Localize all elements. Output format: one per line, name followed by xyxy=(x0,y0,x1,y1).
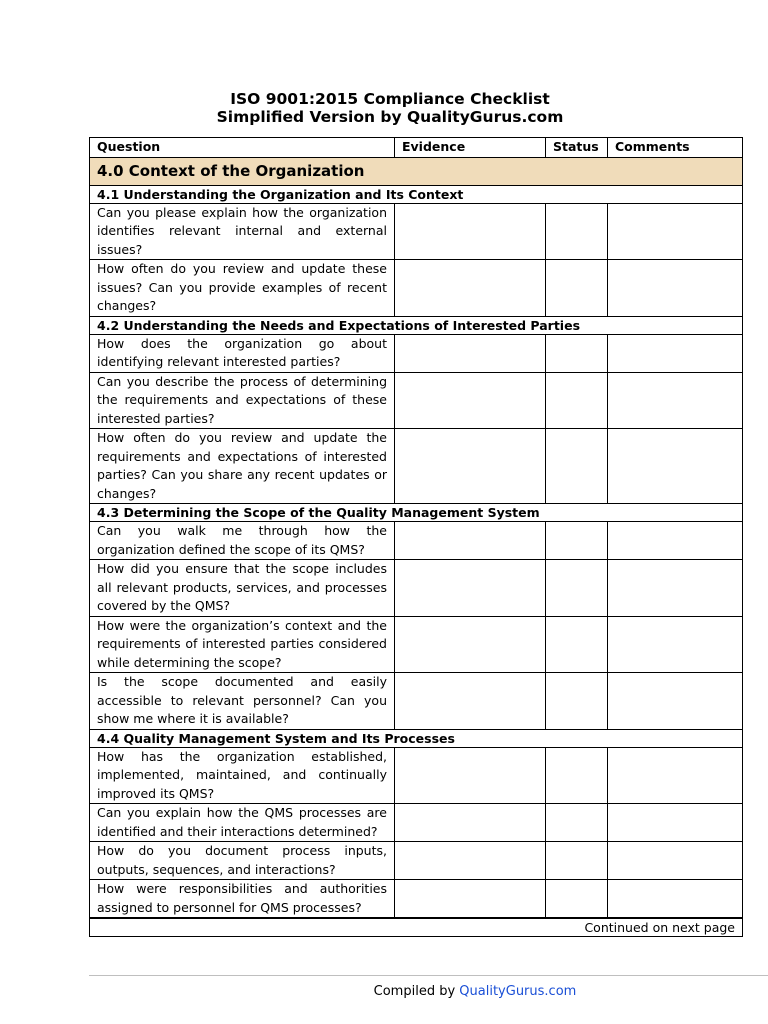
question-row xyxy=(90,842,743,880)
comments-cell[interactable] xyxy=(608,747,743,804)
status-cell[interactable] xyxy=(546,804,608,842)
comments-cell[interactable] xyxy=(608,203,743,260)
subsection-title: 4.3 Determining the Scope of the Quality Management System xyxy=(90,504,743,522)
question-cell: How did you ensure that the scope includes all relevant products, services, and processes covered by the QMS? xyxy=(90,560,395,617)
footer-prefix: Compiled by xyxy=(373,984,460,999)
question-cell: How has the organization established, implemented, maintained, and continually improved its QMS? xyxy=(90,747,395,804)
question-cell: How does the organization go about identifying relevant interested parties? xyxy=(90,334,395,372)
evidence-cell[interactable] xyxy=(395,673,546,730)
status-cell[interactable] xyxy=(546,334,608,372)
status-cell[interactable] xyxy=(546,616,608,673)
checklist-table xyxy=(89,137,743,937)
question-row xyxy=(90,673,743,730)
question-row xyxy=(90,804,743,842)
question-row xyxy=(90,203,743,260)
question-row xyxy=(90,522,743,560)
comments-cell[interactable] xyxy=(608,560,743,617)
comments-cell[interactable] xyxy=(608,880,743,919)
evidence-cell[interactable] xyxy=(395,522,546,560)
status-cell[interactable] xyxy=(546,372,608,429)
subsection-title: 4.2 Understanding the Needs and Expectations of Interested Parties xyxy=(90,316,743,334)
footer xyxy=(0,984,768,999)
comments-cell[interactable] xyxy=(608,260,743,317)
header-comments: Comments xyxy=(608,138,743,158)
evidence-cell[interactable] xyxy=(395,260,546,317)
evidence-cell[interactable] xyxy=(395,747,546,804)
subsection-row xyxy=(90,729,743,747)
comments-cell[interactable] xyxy=(608,522,743,560)
table-header-row xyxy=(90,138,743,158)
question-row xyxy=(90,880,743,919)
status-cell[interactable] xyxy=(546,747,608,804)
evidence-cell[interactable] xyxy=(395,616,546,673)
evidence-cell[interactable] xyxy=(395,842,546,880)
status-cell[interactable] xyxy=(546,260,608,317)
status-cell[interactable] xyxy=(546,560,608,617)
question-row xyxy=(90,747,743,804)
comments-cell[interactable] xyxy=(608,334,743,372)
question-cell: Can you describe the process of determining the requirements and expectations of these interested parties? xyxy=(90,372,395,429)
question-row xyxy=(90,429,743,504)
continued-text: Continued on next page xyxy=(90,918,743,937)
evidence-cell[interactable] xyxy=(395,372,546,429)
evidence-cell[interactable] xyxy=(395,880,546,919)
question-row xyxy=(90,260,743,317)
comments-cell[interactable] xyxy=(608,372,743,429)
question-row xyxy=(90,334,743,372)
subsection-row xyxy=(90,185,743,203)
question-row xyxy=(90,372,743,429)
section-row xyxy=(90,157,743,185)
section-title: 4.0 Context of the Organization xyxy=(90,157,743,185)
comments-cell[interactable] xyxy=(608,804,743,842)
status-cell[interactable] xyxy=(546,880,608,919)
question-cell: Can you explain how the QMS processes are identified and their interactions determined? xyxy=(90,804,395,842)
evidence-cell[interactable] xyxy=(395,560,546,617)
question-cell: How were the organization’s context and the requirements of interested parties considered while determining the scope? xyxy=(90,616,395,673)
evidence-cell[interactable] xyxy=(395,334,546,372)
comments-cell[interactable] xyxy=(608,616,743,673)
subsection-title: 4.4 Quality Management System and Its Processes xyxy=(90,729,743,747)
footer-divider xyxy=(89,975,768,976)
status-cell[interactable] xyxy=(546,429,608,504)
question-cell: How were responsibilities and authorities assigned to personnel for QMS processes? xyxy=(90,880,395,919)
question-cell: Is the scope documented and easily accessible to relevant personnel? Can you show me where it is available? xyxy=(90,673,395,730)
document-subtitle: Simplified Version by QualityGurus.com xyxy=(216,108,564,126)
status-cell[interactable] xyxy=(546,673,608,730)
footer-link[interactable]: QualityGurus.com xyxy=(459,984,577,999)
status-cell[interactable] xyxy=(546,842,608,880)
question-row xyxy=(90,616,743,673)
continued-row xyxy=(90,918,743,937)
question-cell: How do you document process inputs, outputs, sequences, and interactions? xyxy=(90,842,395,880)
evidence-cell[interactable] xyxy=(395,203,546,260)
question-row xyxy=(90,560,743,617)
subsection-row xyxy=(90,316,743,334)
document-title: ISO 9001:2015 Compliance Checklist xyxy=(230,90,550,108)
question-cell: Can you walk me through how the organization defined the scope of its QMS? xyxy=(90,522,395,560)
header-status: Status xyxy=(546,138,608,158)
subsection-row xyxy=(90,504,743,522)
question-cell: How often do you review and update these issues? Can you provide examples of recent changes? xyxy=(90,260,395,317)
comments-cell[interactable] xyxy=(608,429,743,504)
evidence-cell[interactable] xyxy=(395,804,546,842)
status-cell[interactable] xyxy=(546,203,608,260)
header-question: Question xyxy=(90,138,395,158)
question-cell: Can you please explain how the organization identifies relevant internal and external issues? xyxy=(90,203,395,260)
subsection-title: 4.1 Understanding the Organization and Its Context xyxy=(90,185,743,203)
status-cell[interactable] xyxy=(546,522,608,560)
question-cell: How often do you review and update the requirements and expectations of interested parties? Can you share any recent updates or changes? xyxy=(90,429,395,504)
comments-cell[interactable] xyxy=(608,673,743,730)
evidence-cell[interactable] xyxy=(395,429,546,504)
header-evidence: Evidence xyxy=(395,138,546,158)
comments-cell[interactable] xyxy=(608,842,743,880)
